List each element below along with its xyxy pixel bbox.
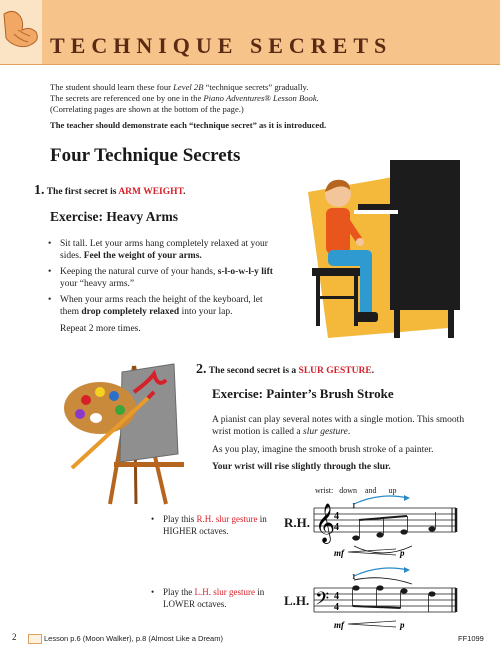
exercise-2-title: Exercise: Painter’s Brush Stroke bbox=[212, 386, 394, 401]
brush-stroke-instruction: As you play, imagine the smooth brush stroke of a painter. bbox=[212, 445, 434, 455]
exercise-1-title: Exercise: Heavy Arms bbox=[50, 209, 178, 224]
wrist-instruction: Your wrist will rise slightly through the slur. bbox=[212, 462, 391, 472]
header-divider bbox=[0, 64, 500, 65]
svg-text:1: 1 bbox=[352, 502, 356, 510]
lh-label: L.H. bbox=[284, 593, 310, 608]
wrist-arrow-icon bbox=[354, 568, 408, 576]
list-item: • Keeping the natural curve of your hands, s-l-o-w-l-y lift your “heavy arms.” bbox=[48, 267, 273, 289]
rh-label: R.H. bbox=[284, 515, 310, 530]
list-item: • Play the L.H. slur gesture in LOWER octaves. bbox=[151, 587, 265, 609]
hand-icon bbox=[0, 0, 42, 64]
treble-staff bbox=[312, 494, 462, 560]
secret-2-heading: 2. The second secret is a SLUR GESTURE. bbox=[196, 362, 375, 377]
svg-text:4: 4 bbox=[334, 511, 339, 522]
secret-1-heading: 1. The first secret is ARM WEIGHT. bbox=[34, 183, 186, 198]
easel-palette-illustration bbox=[62, 358, 202, 508]
catalog-code: FF1099 bbox=[458, 634, 484, 643]
repeat-instruction: Repeat 2 more times. bbox=[60, 324, 141, 334]
teacher-note: The teacher should demonstrate each “technique secret” as it is introduced. bbox=[50, 120, 327, 130]
svg-text:4: 4 bbox=[334, 591, 339, 602]
svg-text:1: 1 bbox=[352, 573, 356, 581]
wrist-motion-label: wrist: down and up bbox=[315, 486, 397, 495]
list-item: • When your arms reach the height of the keyboard, let them drop completely relaxed into your lap. bbox=[48, 295, 263, 317]
svg-text:4: 4 bbox=[334, 522, 339, 533]
page-title: TECHNIQUE SECRETS bbox=[50, 33, 393, 58]
svg-text:mf: mf bbox=[334, 620, 344, 630]
svg-text:p: p bbox=[400, 620, 405, 630]
intro-text: The student should learn these four Level 2B “technique secrets” gradually. The secrets are referenced one by one in the Piano Adventures® Lesson Book. (Correlating pages are shown at the bottom of the page.) bbox=[50, 82, 319, 114]
svg-text:mf: mf bbox=[334, 548, 344, 558]
book-icon bbox=[28, 634, 42, 644]
list-item: • Play this R.H. slur gesture in HIGHER octaves. bbox=[151, 514, 267, 536]
slur-description: A pianist can play several notes with a single motion. This smooth wrist motion is called a slur gesture. bbox=[212, 415, 465, 437]
bass-staff bbox=[312, 566, 462, 632]
treble-clef-icon: 𝄞 bbox=[315, 505, 336, 542]
lesson-reference: Lesson p.6 (Moon Walker), p.8 (Almost Like a Dream) bbox=[44, 634, 223, 643]
main-heading: Four Technique Secrets bbox=[50, 145, 241, 166]
svg-text:4: 4 bbox=[334, 602, 339, 613]
boy-at-piano-illustration bbox=[298, 152, 468, 352]
list-item: • Sit tall. Let your arms hang completely relaxed at your sides. Feel the weight of your arms. bbox=[48, 239, 268, 261]
svg-text:p: p bbox=[400, 548, 405, 558]
wrist-arrow-icon bbox=[354, 496, 408, 504]
page-number: 2 bbox=[12, 632, 17, 642]
bass-clef-icon: 𝄢 bbox=[315, 588, 330, 613]
